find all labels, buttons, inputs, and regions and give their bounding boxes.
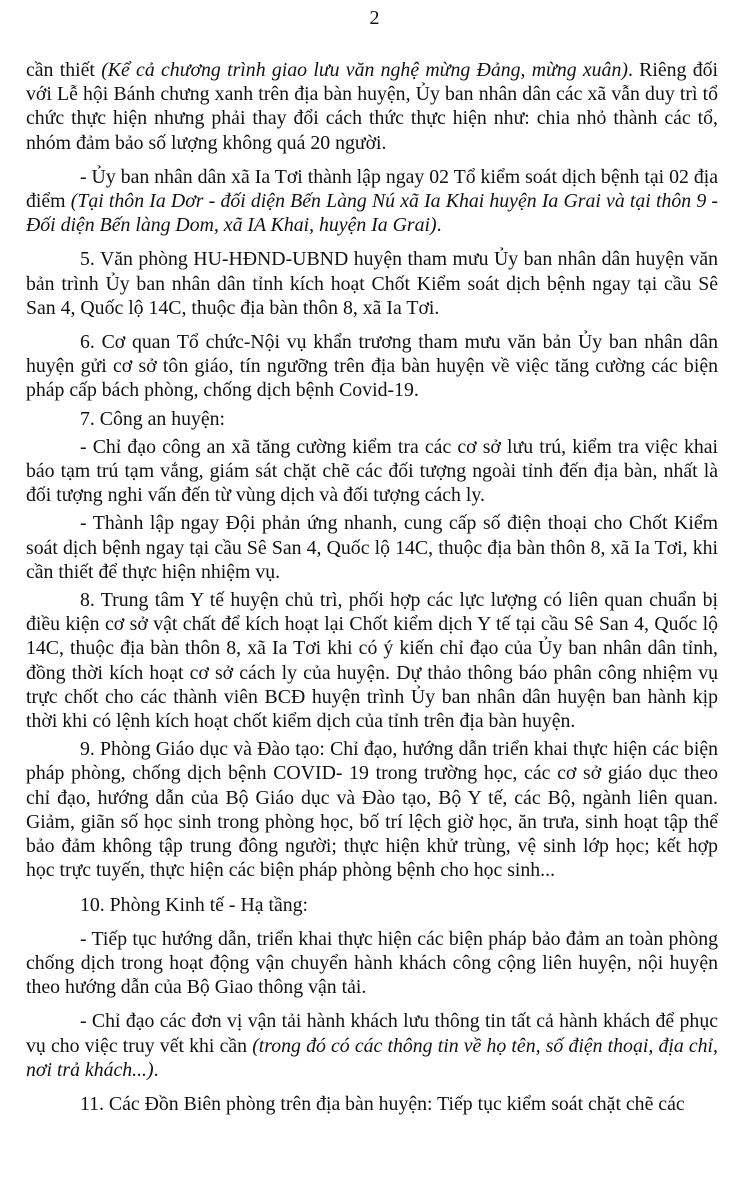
paragraph-continuation xyxy=(26,58,718,155)
paragraph-item-9: 9. Phòng Giáo dục và Đào tạo: Chỉ đạo, hướng dẫn triển khai thực hiện các biện pháp phòng, chống dịch bệnh COVID- 19 trong trường học, các cơ sở giáo dục theo chỉ đạo, hướng dẫn của Bộ Giáo dục và Đào tạo, Bộ Y tế, các Bộ, ngành liên quan. Giảm, giãn số học sinh trong phòng học, bố trí lệch giờ học, ăn trưa, sinh hoạt tập thể bảo đảm không tập trung đông người; thực hiện khử trùng, vệ sinh lớp học; kết hợp học trực tuyến, thực hiện các biện pháp phòng bệnh cho học sinh... xyxy=(26,738,718,882)
paragraph-item-7-bullet-2: - Thành lập ngay Đội phản ứng nhanh, cung cấp số điện thoại cho Chốt Kiểm soát dịch bệnh ngay tại cầu Sê San 4, Quốc lộ 14C, thuộc địa bàn thôn 8, xã Ia Tơi, khi cần thiết để thực hiện nhiệm vụ. xyxy=(26,512,718,583)
paragraph-item-5: 5. Văn phòng HU-HĐND-UBND huyện tham mưu Ủy ban nhân dân huyện văn bản trình Ủy ban nhân dân tỉnh kích hoạt Chốt Kiểm soát dịch bệnh ngay tại cầu Sê San 4, Quốc lộ 14C, thuộc địa bàn thôn 8, xã Ia Tơi. xyxy=(26,248,718,319)
paragraph-item-8: 8. Trung tâm Y tế huyện chủ trì, phối hợp các lực lượng có liên quan chuẩn bị điều kiện cơ sở vật chất để kích hoạt lại Chốt kiểm dịch Y tế tại cầu Sê San 4, Quốc lộ 14C, thuộc địa bàn thôn 8, xã Ia Tơi khi có ý kiến chỉ đạo của Ủy ban nhân dân tỉnh, đồng thời kích hoạt cơ sở cách ly của huyện. Dự thảo thông báo phân công nhiệm vụ trực chốt cho các thành viên BCĐ huyện trình Ủy ban nhân dân huyện ban hành kịp thời khi có lệnh kích hoạt chốt kiểm dịch của tỉnh trên địa bàn huyện. xyxy=(26,589,718,733)
document-body xyxy=(26,58,718,1122)
paragraph-ia-toi-checkpoints xyxy=(26,165,718,238)
paragraph-item-10-bullet-1: - Tiếp tục hướng dẫn, triển khai thực hiện các biện pháp bảo đảm an toàn phòng chống dịch trong hoạt động vận chuyển hành khách công cộng liên huyện, nội huyện theo hướng dẫn của Bộ Giao thông vận tải. xyxy=(26,927,718,999)
paragraph-item-11: 11. Các Đồn Biên phòng trên địa bàn huyện: Tiếp tục kiểm soát chặt chẽ các xyxy=(80,1092,685,1115)
paragraph-text: - Ủy ban nhân dân xã Ia Tơi thành lập ngay 02 Tổ kiểm soát dịch bệnh tại 02 địa điểm xyxy=(26,165,718,213)
paragraph-item-7-bullet-1: - Chỉ đạo công an xã tăng cường kiểm tra các cơ sở lưu trú, kiểm tra việc khai báo tạm trú tạm vắng, giám sát chặt chẽ các đối tượng ngoài tỉnh đến địa bàn, nhất là đối tượng nghi vấn đến từ vùng dịch và đối tượng cách ly. xyxy=(26,435,718,507)
paragraph-item-10-heading: 10. Phòng Kinh tế - Hạ tầng: xyxy=(80,893,309,916)
paragraph-text: . Riêng đối với Lễ hội Bánh chưng xanh trên địa bàn huyện, Ủy ban nhân dân các xã vẫn duy trì tổ chức thực hiện nhưng phải thay đổi cách thức thực hiện như: chia nhỏ thành các tổ, nhóm đảm bảo số lượng không quá 20 người. xyxy=(26,59,718,154)
page-number: 2 xyxy=(369,7,380,29)
paragraph-italic-text: (Tại thôn Ia Dơr - đối diện Bến Làng Nú xã Ia Khai huyện Ia Grai và tại thôn 9 - Đối diện Bến làng Dom, xã IA Khai, huyện Ia Grai) xyxy=(26,190,718,237)
paragraph-text: cần thiết xyxy=(26,59,102,81)
paragraph-item-6: 6. Cơ quan Tổ chức-Nội vụ khẩn trương tham mưu văn bản Ủy ban nhân dân huyện gửi cơ sở tôn giáo, tín ngưỡng trên địa bàn huyện về việc tăng cường các biện pháp cấp bách phòng, chống dịch bệnh Covid-19. xyxy=(26,331,718,402)
paragraph-text: - Chỉ đạo các đơn vị vận tải hành khách lưu thông tin tất cả hành khách để phục vụ cho việc truy vết khi cần xyxy=(26,1010,718,1057)
paragraph-text: . xyxy=(436,214,442,237)
paragraph-item-10-bullet-2 xyxy=(26,1009,718,1082)
paragraph-text: . xyxy=(153,1058,159,1081)
paragraph-item-7-heading: 7. Công an huyện: xyxy=(80,407,226,430)
paragraph-italic-text: (Kể cả chương trình giao lưu văn nghệ mừng Đảng, mừng xuân) xyxy=(101,59,628,81)
paragraph-italic-text: (trong đó có các thông tin về họ tên, số điện thoại, địa chỉ, nơi trả khách...) xyxy=(26,1034,718,1081)
